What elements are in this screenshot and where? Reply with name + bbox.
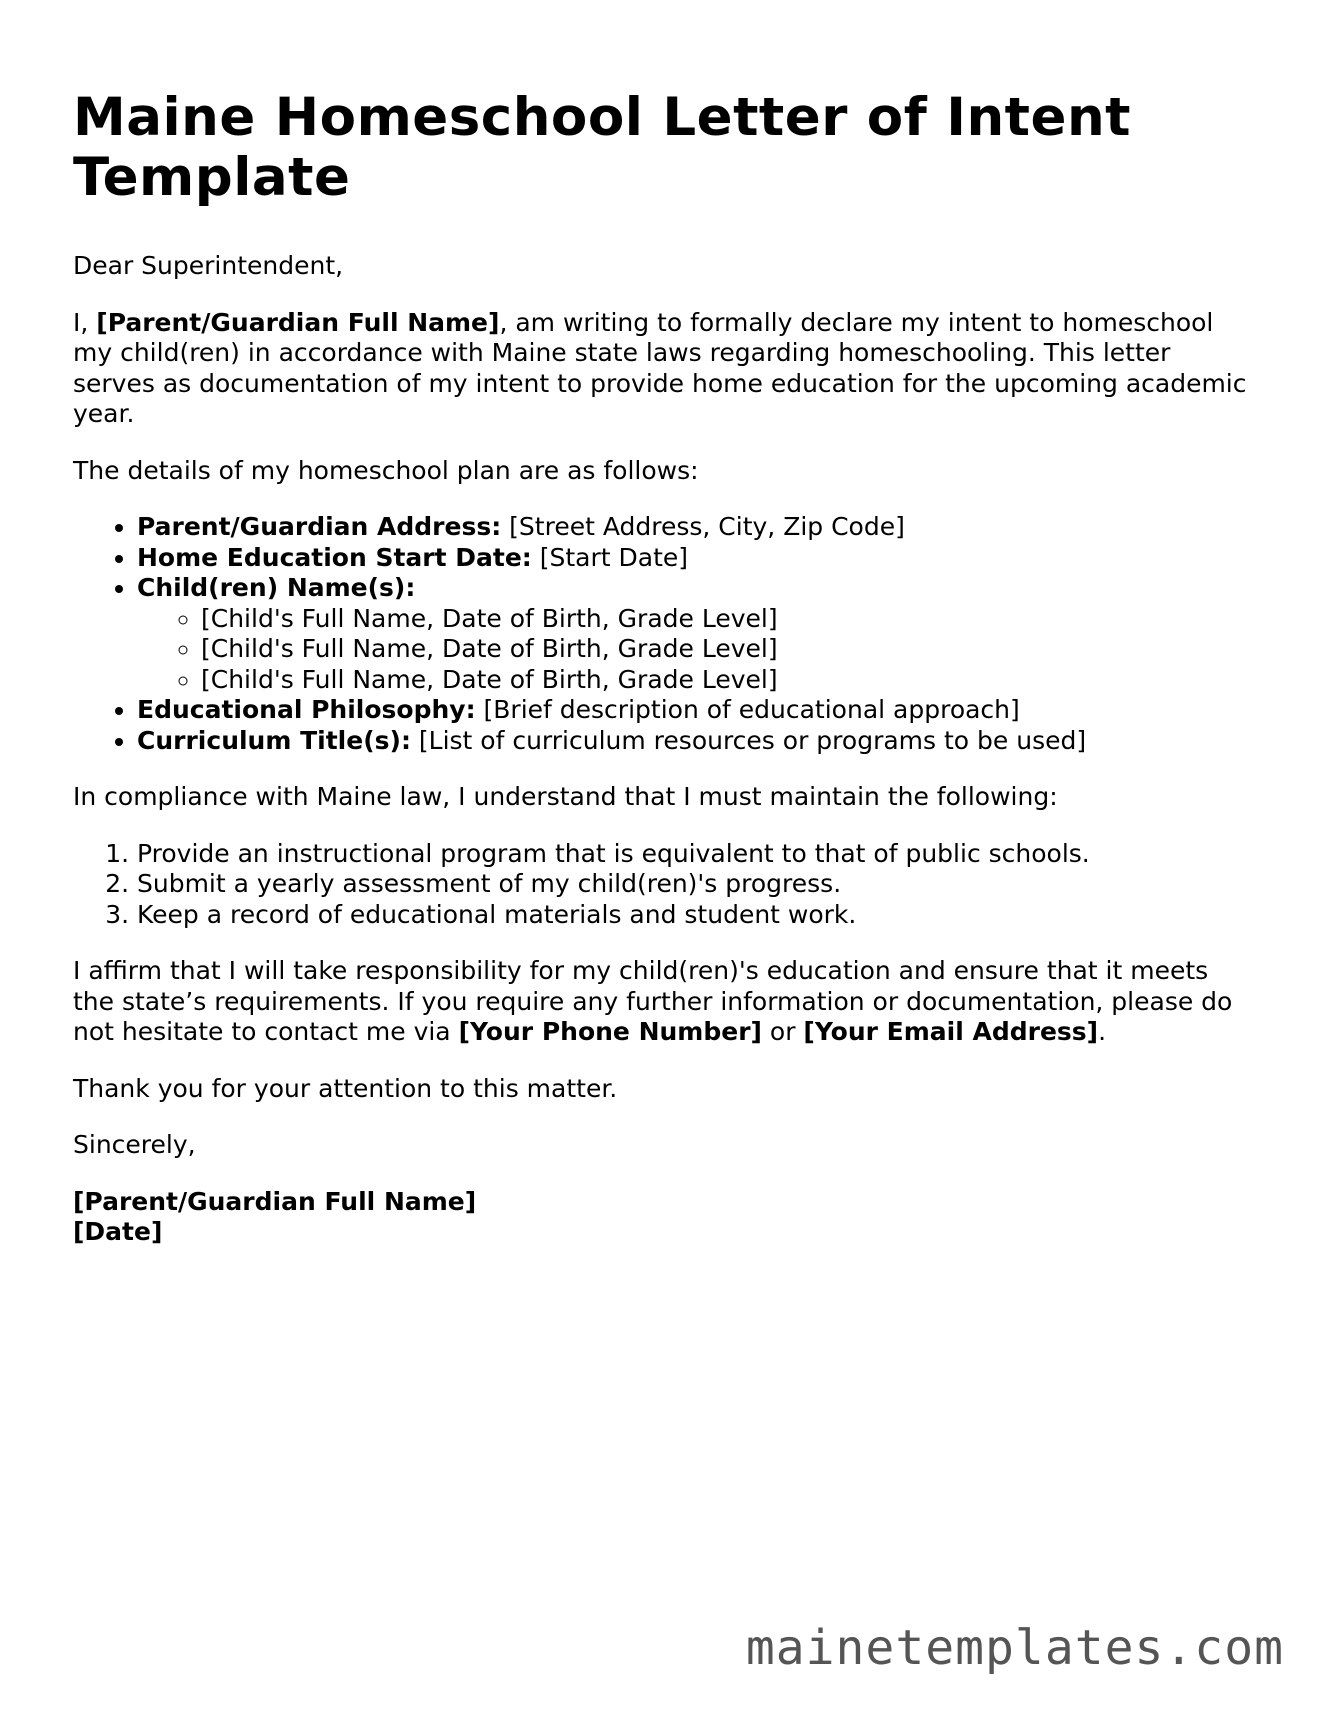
philosophy-label: Educational Philosophy: [137,695,476,724]
details-list [73,512,1253,756]
philosophy-value: [Brief description of educational approach] [475,695,1020,724]
intro-prefix: I, [73,307,97,337]
address-value: [Street Address, City, Zip Code] [501,512,905,541]
compliance-intro: In compliance with Maine law, I understand that I must maintain the following: [73,782,1058,811]
obligations-list [73,839,1253,931]
affirmation-end: . [1098,1017,1107,1046]
obligation-item: 3. Keep a record of educational materials and student work. [137,900,1253,931]
signature-block [73,1187,1253,1248]
list-item-address [137,512,1253,543]
list-item-start-date [137,543,1253,574]
signature-name: [Parent/Guardian Full Name] [73,1186,477,1216]
details-intro: The details of my homeschool plan are as follows: [73,455,699,485]
letter-document [73,88,1253,1248]
email-placeholder: [Your Email Address] [803,1017,1099,1046]
affirmation-text: I affirm that I will take responsibility for my child(ren)'s education and ensure that it meets the state’s requirements. If you require any further information or documentation, please do not hesitate to contact me via [73,956,1233,1046]
curriculum-label: Curriculum Title(s): [137,725,411,755]
list-item-philosophy [137,695,1253,726]
list-item-curriculum [137,726,1253,757]
child-entry: ◦ [Child's Full Name, Date of Birth, Grade Level] [201,604,1253,635]
thanks-line: Thank you for your attention to this matter. [73,1073,618,1103]
children-label: Child(ren) Name(s): [137,573,416,602]
phone-placeholder: [Your Phone Number] [458,1017,762,1046]
obligation-item: 1. Provide an instructional program that is equivalent to that of public schools. [137,839,1253,870]
affirmation-connector: or [761,1017,804,1046]
signature-date: [Date] [73,1217,163,1246]
list-item-children [137,573,1253,695]
site-watermark: mainetemplates.com [745,1620,1284,1676]
parent-name-placeholder: [Parent/Guardian Full Name] [96,307,500,337]
start-date-label: Home Education Start Date: [137,542,532,572]
page-title: Maine Homeschool Letter of Intent Template [73,87,1132,208]
salutation: Dear Superintendent, [73,251,344,280]
curriculum-value: [List of curriculum resources or programs to be used] [410,725,1087,755]
intro-paragraph [73,308,1253,430]
children-list [137,604,1253,696]
obligation-item: 2. Submit a yearly assessment of my child(ren)'s progress. [137,869,1253,900]
intro-text: , am writing to formally declare my intent to homeschool my child(ren) in accordance with Maine state laws regarding homeschooling. This letter serves as documentation of my intent to provide home education for the upcoming academic year. [73,307,1247,428]
affirmation-paragraph [73,956,1253,1048]
address-label: Parent/Guardian Address: [137,512,502,541]
child-entry: ◦ [Child's Full Name, Date of Birth, Grade Level] [201,665,1253,696]
start-date-value: [Start Date] [531,542,689,572]
child-entry: ◦ [Child's Full Name, Date of Birth, Grade Level] [201,634,1253,665]
closing-line: Sincerely, [73,1130,196,1159]
